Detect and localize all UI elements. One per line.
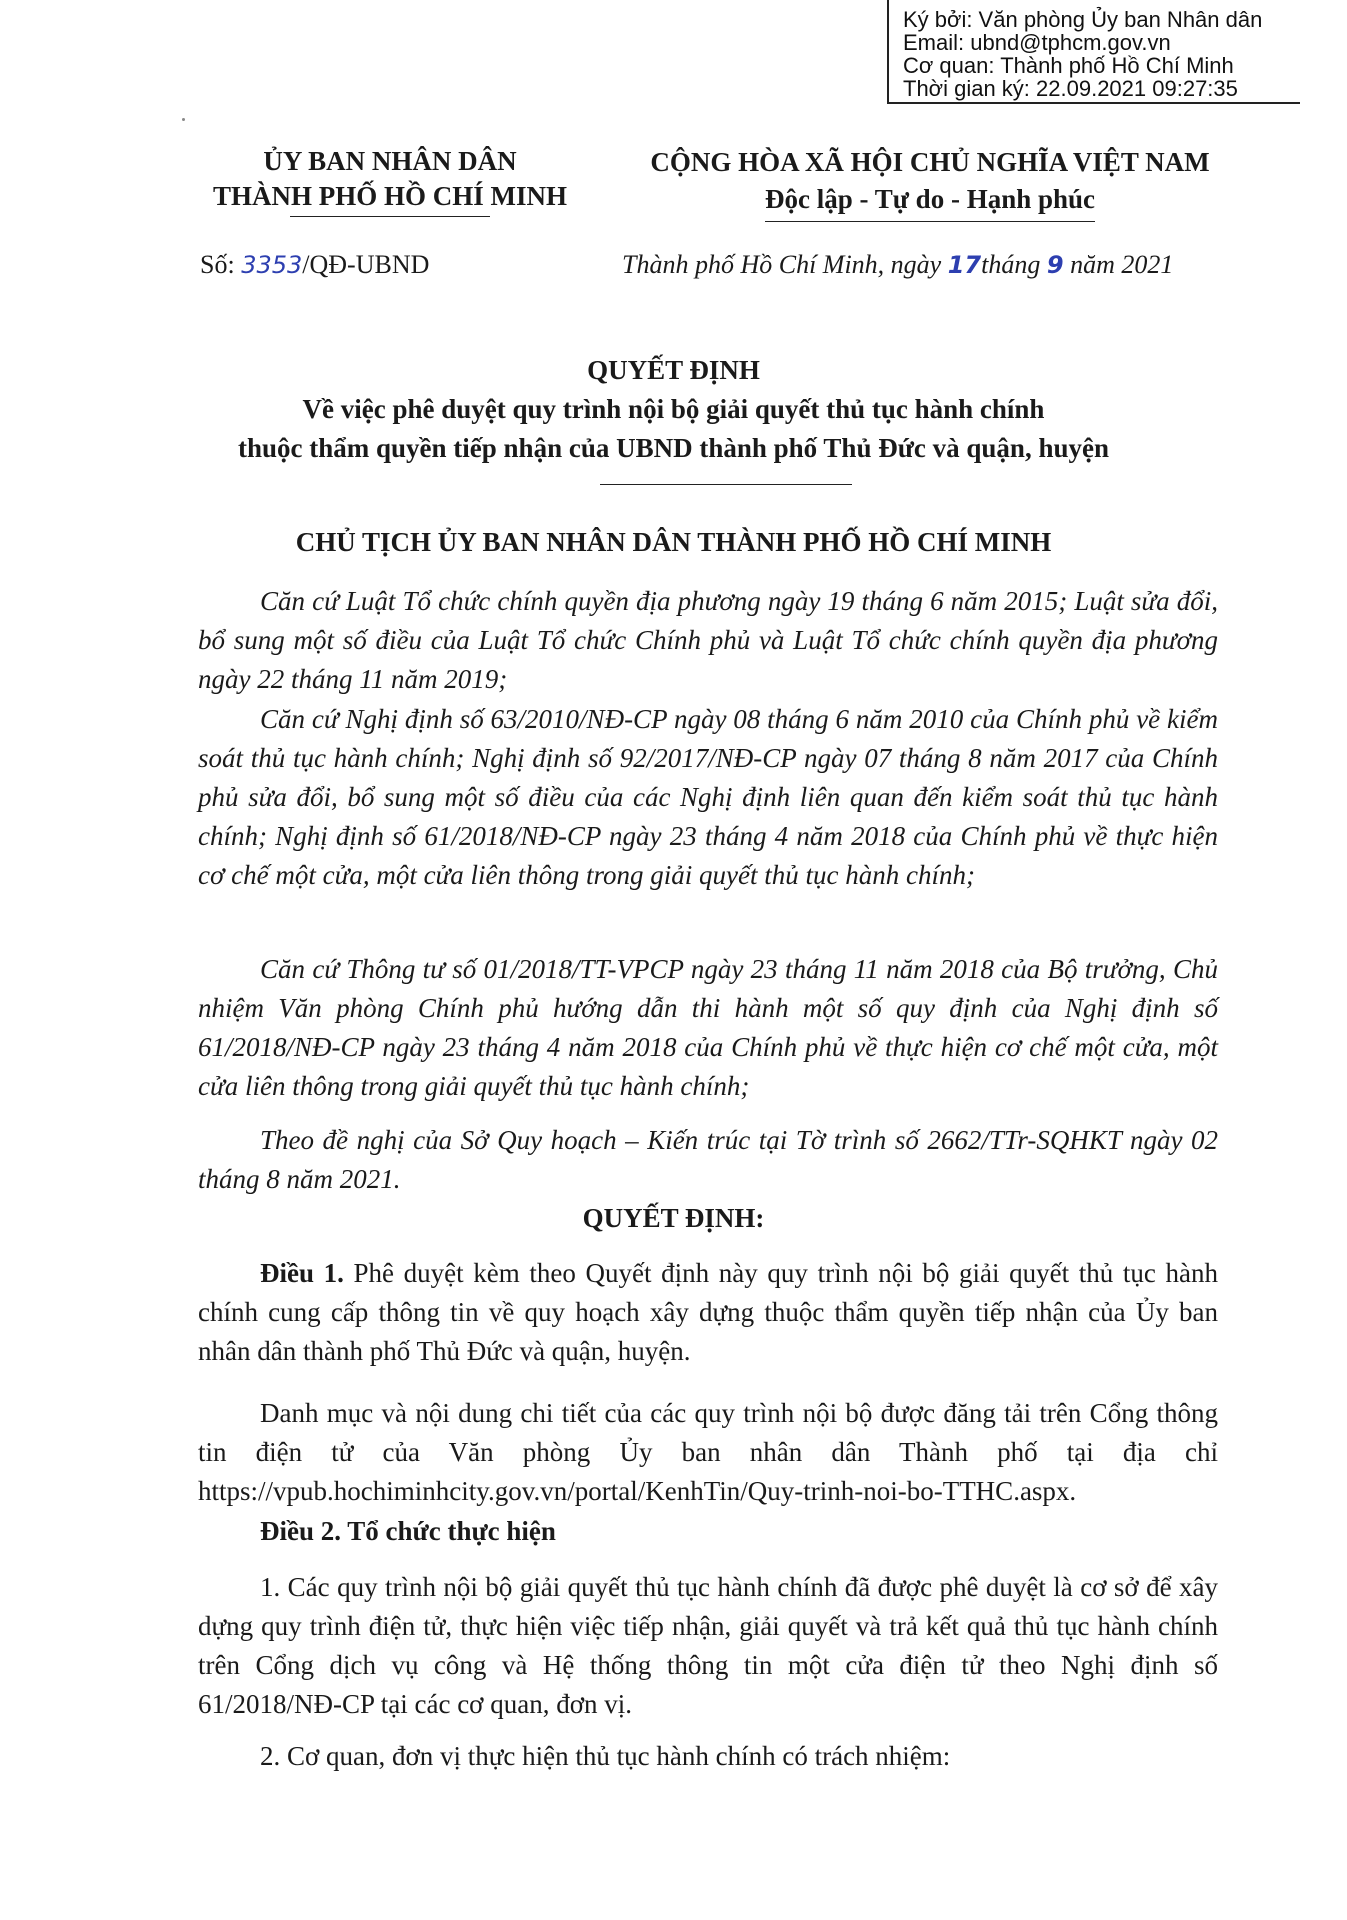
document-number (200, 250, 429, 280)
issuing-authority: CHỦ TỊCH ỦY BAN NHÂN DÂN THÀNH PHỐ HỒ CHÍ MINH (295, 527, 1052, 557)
title-line-1: QUYẾT ĐỊNH (587, 355, 760, 385)
article-2-item-1: 1. Các quy trình nội bộ giải quyết thủ tục hành chính đã được phê duyệt là cơ sở để xây dựng quy trình điện tử, thực hiện việc tiếp nhận, giải quyết và trả kết quả thủ tục hành chính trên Cổng dịch vụ công và Hệ thống thông tin một cửa điện tử theo Nghị định số 61/2018/NĐ-CP tại các cơ quan, đơn vị. (198, 1572, 1218, 1719)
decision-heading: QUYẾT ĐỊNH: (582, 1203, 765, 1233)
scan-speck (182, 118, 185, 121)
agency-line-1: ỦY BAN NHÂN DÂN (263, 146, 517, 176)
document-title (150, 351, 1197, 468)
legal-basis-4: Theo đề nghị của Sở Quy hoạch – Kiến trúc tại Tờ trình số 2662/TTr-SQHKT ngày 02 tháng 8 năm 2021. (198, 1125, 1218, 1194)
article-2-heading: Điều 2. Tổ chức thực hiện (260, 1516, 556, 1546)
issuing-agency-header (180, 144, 600, 217)
signature-email: Email: ubnd@tphcm.gov.vn (903, 30, 1171, 55)
date-part-1: Thành phố Hồ Chí Minh, ngày (622, 250, 948, 279)
signature-time: Thời gian ký: 22.09.2021 09:27:35 (903, 76, 1238, 101)
agency-underline (290, 216, 490, 217)
national-header (600, 144, 1260, 222)
article-1 (198, 1254, 1218, 1371)
title-rule (600, 484, 852, 485)
national-title: CỘNG HÒA XÃ HỘI CHỦ NGHĨA VIỆT NAM (650, 147, 1210, 177)
doc-number-prefix: Số: (200, 250, 242, 279)
date-part-3: năm 2021 (1063, 250, 1174, 279)
article-1-text: Phê duyệt kèm theo Quyết định này quy trình nội bộ giải quyết thủ tục hành chính cung cấp thông tin về quy hoạch xây dựng thuộc thẩm quyền tiếp nhận của Ủy ban nhân dân thành phố Thủ Đức và quận, huyện. (198, 1258, 1218, 1366)
article-2-item-2: 2. Cơ quan, đơn vị thực hiện thủ tục hành chính có trách nhiệm: (260, 1741, 951, 1771)
signature-signer: Ký bởi: Văn phòng Ủy ban Nhân dân (903, 7, 1263, 32)
doc-number-suffix: /QĐ-UBND (302, 250, 430, 279)
signature-agency: Cơ quan: Thành phố Hồ Chí Minh (903, 53, 1234, 78)
title-line-2: Về việc phê duyệt quy trình nội bộ giải quyết thủ tục hành chính (302, 394, 1045, 424)
date-part-2: tháng (981, 250, 1047, 279)
date-month-handwritten: 9 (1046, 251, 1064, 279)
title-line-3: thuộc thẩm quyền tiếp nhận của UBND thành phố Thủ Đức và quận, huyện (238, 433, 1109, 463)
legal-basis-1: Căn cứ Luật Tổ chức chính quyền địa phương ngày 19 tháng 6 năm 2015; Luật sửa đổi, bổ sung một số điều của Luật Tổ chức Chính phủ và Luật Tổ chức chính quyền địa phương ngày 22 tháng 11 năm 2019; (198, 586, 1218, 694)
article-1-label: Điều 1. (260, 1258, 344, 1288)
agency-line-2: THÀNH PHỐ HỒ CHÍ MINH (212, 181, 567, 211)
national-motto: Độc lập - Tự do - Hạnh phúc (765, 181, 1095, 222)
document-date (622, 250, 1173, 280)
article-1-publication: Danh mục và nội dung chi tiết của các quy trình nội bộ được đăng tải trên Cổng thông tin điện tử của Văn phòng Ủy ban nhân dân Thành phố tại địa chỉ https://vpub.hochiminhcity.gov.vn/portal/KenhTin/Quy-trinh-noi-bo-TTHC.aspx. (198, 1398, 1218, 1506)
legal-basis-3: Căn cứ Thông tư số 01/2018/TT-VPCP ngày 23 tháng 11 năm 2018 của Bộ trưởng, Chủ nhiệm Văn phòng Chính phủ hướng dẫn thi hành một số quy định của Nghị định số 61/2018/NĐ-CP ngày 23 tháng 4 năm 2018 của Chính phủ về thực hiện cơ chế một cửa, một cửa liên thông trong giải quyết thủ tục hành chính; (198, 954, 1218, 1101)
digital-signature-box (887, 0, 1300, 104)
date-day-handwritten: 17 (947, 251, 982, 279)
legal-basis-2: Căn cứ Nghị định số 63/2010/NĐ-CP ngày 08 tháng 6 năm 2010 của Chính phủ về kiểm soát thủ tục hành chính; Nghị định số 92/2017/NĐ-CP ngày 07 tháng 8 năm 2017 của Chính phủ sửa đổi, bổ sung một số điều của các Nghị định liên quan đến kiểm soát thủ tục hành chính; Nghị định số 61/2018/NĐ-CP ngày 23 tháng 4 năm 2018 của Chính phủ về thực hiện cơ chế một cửa, một cửa liên thông trong giải quyết thủ tục hành chính; (198, 704, 1218, 890)
doc-number-handwritten: 3353 (241, 251, 303, 279)
